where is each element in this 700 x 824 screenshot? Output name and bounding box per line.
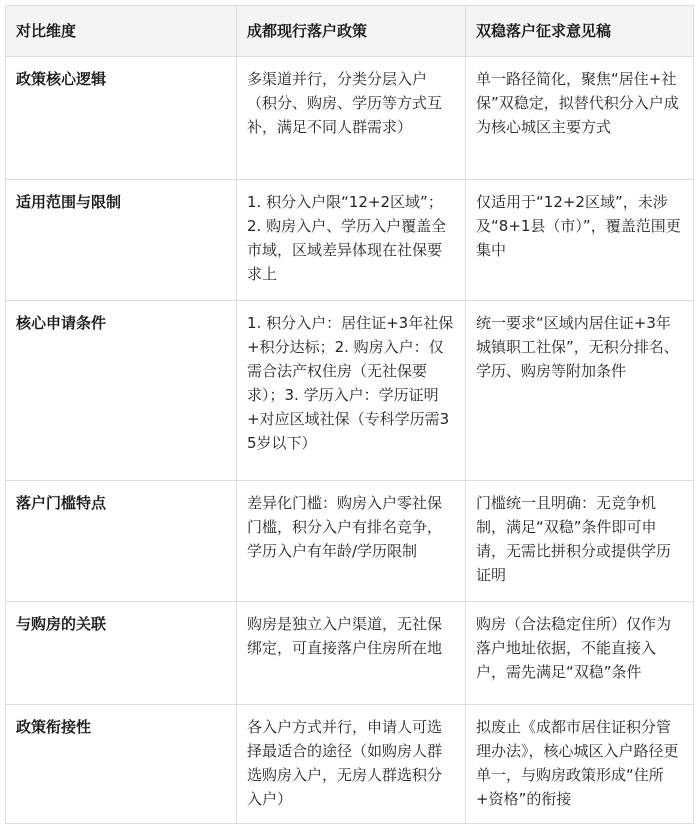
row-draft-policy: 统一要求“区域内居住证+3年城镇职工社保”，无积分排名、学历、购房等附加条件: [466, 301, 694, 481]
policy-comparison-table: [5, 5, 694, 824]
row-current-policy: 差异化门槛：购房入户零社保门槛，积分入户有排名竞争，学历入户有年龄/学历限制: [237, 481, 466, 602]
header-current-policy: 成都现行落户政策: [237, 6, 466, 57]
row-current-policy: 1. 积分入户限“12+2区域”；2. 购房入户、学历入户覆盖全市域，区域差异体现在社保要求上: [237, 180, 466, 301]
row-current-policy: 各入户方式并行，申请人可选择最适合的途径（如购房人群选购房入户，无房人群选积分入户）: [237, 705, 466, 824]
table-row: [6, 602, 694, 705]
table-row: [6, 481, 694, 602]
row-current-policy: 购房是独立入户渠道，无社保绑定，可直接落户住房所在地: [237, 602, 466, 705]
comparison-table-container: [5, 5, 693, 824]
table-header-row: [6, 6, 694, 57]
row-draft-policy: 门槛统一且明确：无竞争机制，满足“双稳”条件即可申请，无需比拼积分或提供学历证明: [466, 481, 694, 602]
table-row: [6, 705, 694, 824]
row-draft-policy: 单一路径简化，聚焦“居住+社保”双稳定，拟替代积分入户成为核心城区主要方式: [466, 57, 694, 180]
table-row: [6, 180, 694, 301]
row-draft-policy: 购房（合法稳定住所）仅作为落户地址依据，不能直接入户，需先满足“双稳”条件: [466, 602, 694, 705]
row-draft-policy: 拟废止《成都市居住证积分管理办法》，核心城区入户路径更单一，与购房政策形成“住所+资格”的衔接: [466, 705, 694, 824]
table-row: [6, 301, 694, 481]
row-dimension: 政策核心逻辑: [6, 57, 237, 180]
header-dimension: 对比维度: [6, 6, 237, 57]
row-dimension: 核心申请条件: [6, 301, 237, 481]
table-row: [6, 57, 694, 180]
row-dimension: 政策衔接性: [6, 705, 237, 824]
row-current-policy: 1. 积分入户：居住证+3年社保+积分达标；2. 购房入户：仅需合法产权住房（无社保要求）；3. 学历入户：学历证明+对应区域社保（专科学历需35岁以下）: [237, 301, 466, 481]
row-dimension: 落户门槛特点: [6, 481, 237, 602]
header-draft-policy: 双稳落户征求意见稿: [466, 6, 694, 57]
row-current-policy: 多渠道并行，分类分层入户（积分、购房、学历等方式互补，满足不同人群需求）: [237, 57, 466, 180]
row-dimension: 与购房的关联: [6, 602, 237, 705]
row-dimension: 适用范围与限制: [6, 180, 237, 301]
row-draft-policy: 仅适用于“12+2区域”，未涉及“8+1县（市）”，覆盖范围更集中: [466, 180, 694, 301]
